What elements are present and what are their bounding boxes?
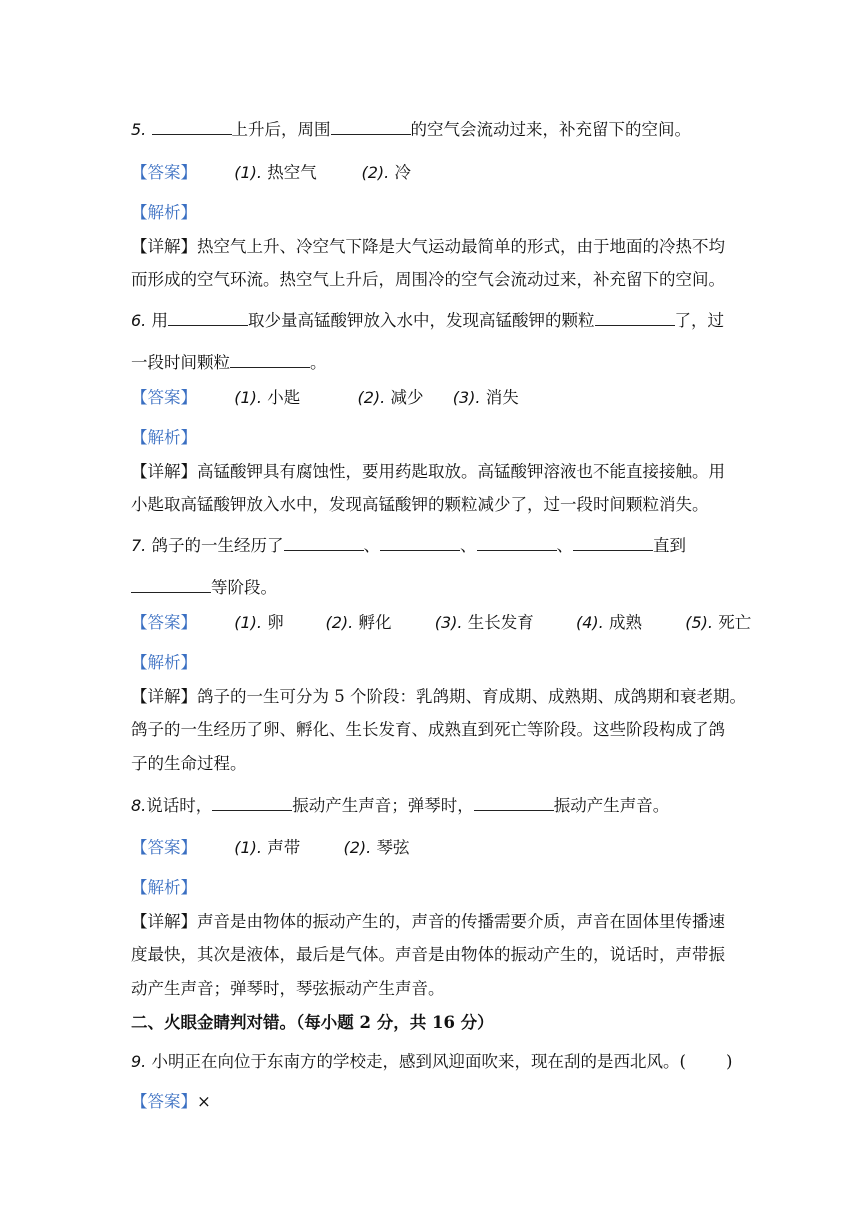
answer-blank <box>595 309 675 326</box>
answer-label: 【答案】 <box>131 388 197 407</box>
answer-blank <box>131 576 211 593</box>
answer-row <box>131 1092 211 1112</box>
answer-blank <box>474 794 554 811</box>
answer-row <box>131 613 751 633</box>
answer-blank <box>284 534 364 551</box>
question-6-cont: 一段时间颗粒 。 <box>131 353 327 372</box>
detail-line: 小匙取高锰酸钾放入水中，发现高锰酸钾的颗粒减少了，过一段时间颗粒消失。 <box>131 495 709 514</box>
question-text: 上升后，周围 <box>231 120 331 139</box>
answer-label: 【答案】 <box>131 613 197 632</box>
answer-row <box>131 838 410 858</box>
question-text: 的空气会流动过来，补充留下的空间。 <box>410 120 692 139</box>
analysis-label: 【解析】 <box>131 428 197 447</box>
answer-item: (1). 卵 <box>234 613 284 632</box>
question-number: 9. <box>131 1052 147 1071</box>
detail-line: 【详解】鸽子的一生可分为 5 个阶段：乳鸽期、育成期、成熟期、成鸽期和衰老期。 <box>131 687 746 706</box>
answer-blank <box>477 534 557 551</box>
answer-blank <box>573 534 653 551</box>
question-number: 8. <box>131 796 147 815</box>
answer-item: (4). 成熟 <box>576 613 642 632</box>
answer-item: (2). 冷 <box>361 163 411 182</box>
answer-value: × <box>197 1092 211 1111</box>
answer-item: (3). 生长发育 <box>434 613 534 632</box>
question-number: 7. <box>131 536 147 555</box>
question-6: 6. 用 取少量高锰酸钾放入水中，发现高锰酸钾的颗粒 了，过 <box>131 311 725 330</box>
question-5 <box>131 118 731 140</box>
answer-row <box>131 163 411 183</box>
detail-line: 度最快，其次是液体，最后是气体。声音是由物体的振动产生的，说话时，声带振 <box>131 945 725 964</box>
analysis-label: 【解析】 <box>131 878 197 897</box>
analysis-label: 【解析】 <box>131 653 197 672</box>
question-number: 6. <box>131 311 147 330</box>
answer-item: (1). 小匙 <box>234 388 301 407</box>
detail-line: 【详解】热空气上升、冷空气下降是大气运动最简单的形式，由于地面的冷热不均 <box>131 237 725 256</box>
answer-blank <box>230 351 310 368</box>
answer-blank <box>380 534 460 551</box>
question-8: 8.说话时， 振动产生声音；弹琴时， 振动产生声音。 <box>131 796 670 815</box>
question-7: 7. 鸽子的一生经历了 、 、 、 直到 <box>131 536 687 555</box>
question-9: 9. 小明正在向位于东南方的学校走，感到风迎面吹来，现在刮的是西北风。( ) <box>131 1052 733 1071</box>
answer-item: (2). 减少 <box>357 388 424 407</box>
detail-line: 【详解】声音是由物体的振动产生的，声音的传播需要介质，声音在固体里传播速 <box>131 912 725 931</box>
answer-label: 【答案】 <box>131 1092 197 1111</box>
section-heading: 二、火眼金睛判对错。（每小题 2 分，共 16 分） <box>131 1013 494 1032</box>
answer-blank <box>212 794 292 811</box>
answer-label: 【答案】 <box>131 838 197 857</box>
answer-row <box>131 388 519 408</box>
answer-blank <box>152 118 232 135</box>
question-number: 5. <box>131 120 147 139</box>
question-7-cont: 等阶段。 <box>131 576 731 598</box>
detail-line: 【详解】高锰酸钾具有腐蚀性，要用药匙取放。高锰酸钾溶液也不能直接接触。用 <box>131 462 725 481</box>
detail-line: 子的生命过程。 <box>131 754 247 773</box>
detail-line: 鸽子的一生经历了卵、孵化、生长发育、成熟直到死亡等阶段。这些阶段构成了鸽 <box>131 720 725 739</box>
detail-line: 而形成的空气环流。热空气上升后，周围冷的空气会流动过来，补充留下的空间。 <box>131 270 725 289</box>
answer-item: (2). 琴弦 <box>343 838 410 857</box>
answer-item: (1). 声带 <box>234 838 301 857</box>
analysis-label: 【解析】 <box>131 203 197 222</box>
answer-blank <box>331 118 411 135</box>
answer-item: (3). 消失 <box>452 388 519 407</box>
answer-blank <box>168 309 248 326</box>
answer-item: (1). 热空气 <box>234 163 317 182</box>
answer-item: (5). 死亡 <box>685 613 752 632</box>
detail-line: 动产生声音；弹琴时，琴弦振动产生声音。 <box>131 979 445 998</box>
answer-label: 【答案】 <box>131 163 197 182</box>
answer-item: (2). 孵化 <box>325 613 392 632</box>
